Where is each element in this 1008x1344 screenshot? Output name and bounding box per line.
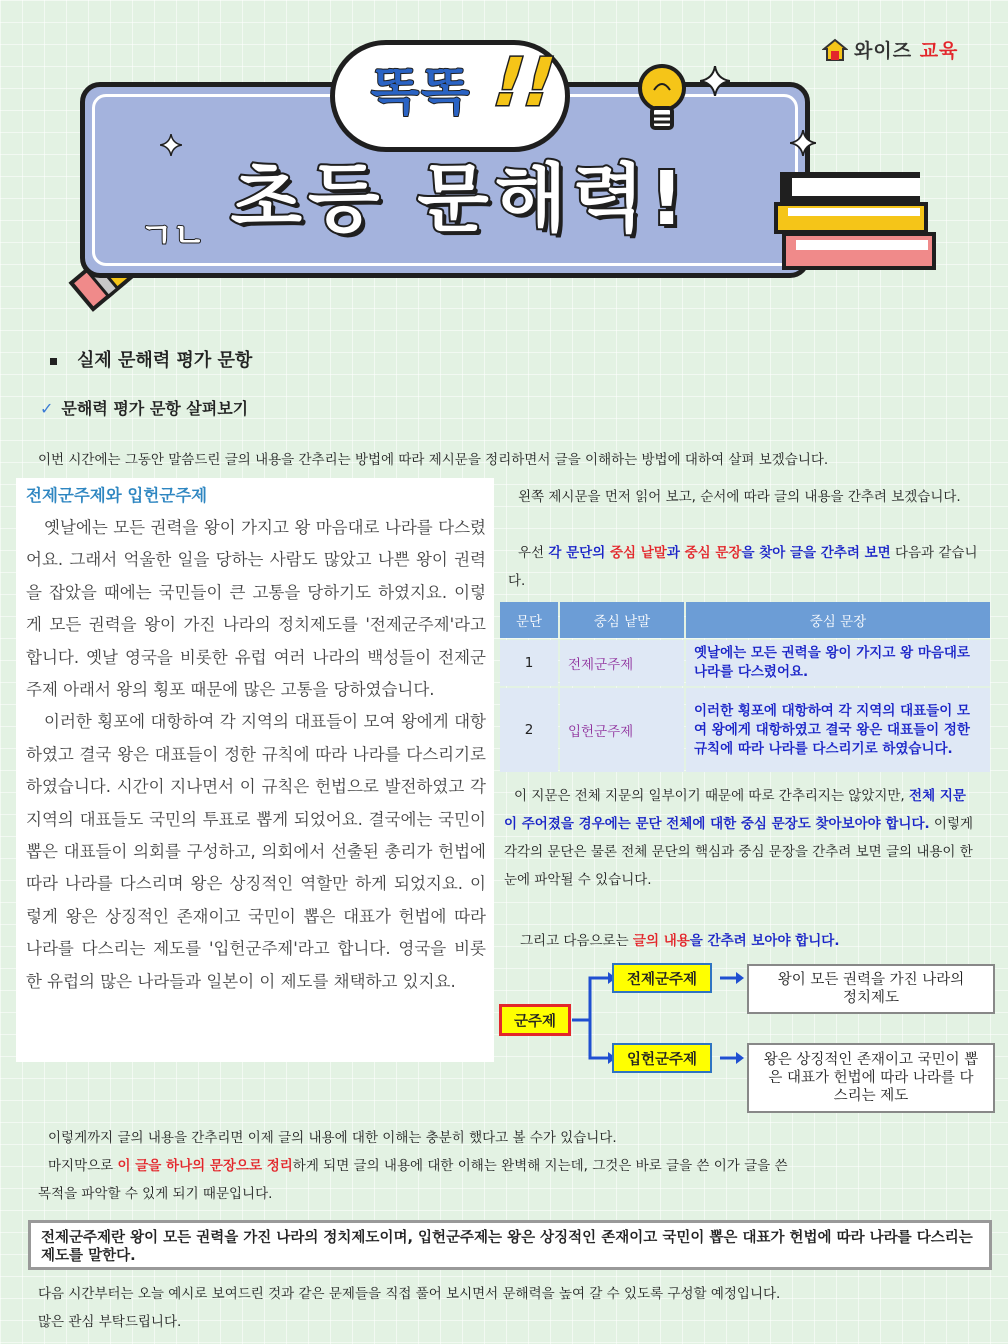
summary-table — [498, 600, 992, 774]
conclusion-p1: 이렇게까지 글의 내용을 간추리면 이제 글의 내용에 대한 이해는 충분히 했다고 볼 수가 있습니다. — [48, 1130, 617, 1146]
sparkle-icon — [790, 130, 816, 156]
key-word: 입헌군주제 — [560, 688, 684, 772]
section-heading: 실제 문해력 평가 문항 — [50, 346, 252, 372]
banner-hangul-doodle: ㄱㄴ — [140, 216, 206, 256]
closing-line-1: 다음 시간부터는 오늘 예시로 보여드린 것과 같은 문제들을 직접 풀어 보시면서 문해력을 높여 갈 수 있도록 구성할 예정입니다. — [38, 1286, 781, 1302]
subsection-heading: ✓ 문해력 평가 문항 살펴보기 — [40, 399, 249, 418]
paragraph-number: 1 — [500, 640, 558, 686]
diagram-branch-1-desc: 왕이 모든 권력을 가진 나라의 정치제도 — [747, 964, 995, 1014]
intro-text: 이번 시간에는 그동안 말씀드린 글의 내용을 간추리는 방법에 따라 제시문을 정리하면서 글을 이해하는 방법에 대하여 살펴 보겠습니다. — [38, 452, 829, 468]
key-sentence: 이러한 횡포에 대항하여 각 지역의 대표들이 모여 왕에게 대항하였고 결국 왕은 대표들이 정한 규칙에 따라 나라를 다스리기로 하였습니다. — [686, 688, 990, 772]
table-header: 중심 낱말 — [560, 602, 684, 638]
lightbulb-icon — [630, 60, 694, 142]
sparkle-icon — [700, 66, 730, 96]
explanation-p4: 그리고 다음으로는 글의 내용을 간추려 보아야 합니다. — [520, 933, 840, 949]
table-header: 문단 — [500, 602, 558, 638]
reading-passage — [16, 478, 494, 1062]
books-icon — [770, 168, 940, 278]
passage-paragraph: 이러한 횡포에 대항하여 각 지역의 대표들이 모여 왕에게 대항하였고 결국 왕은 대표들이 정한 규칙에 따라 나라를 다스리기로 하였습니다. 시간이 지나면서 이 규칙은 헌법으로 발전하였고 각 지역의 대표들도 국민의 투표로 뽑게 되었어요. 결국에는 국민이 뽑은 대표들이 의회를 구성하고, 의회에서 선출된 총리가 헌법에 따라 나라를 다스리며 왕은 상징적인 역할만 하게 되었지요. 이렇게 왕은 상징적인 존재이고 국민이 뽑은 대표가 헌법에 따라 나라를 다스리는 제도를 '입헌군주제'라고 합니다. 영국을 비롯한 유럽의 많은 나라들과 일본이 이 제도를 채택하고 있지요. — [26, 712, 486, 991]
diagram-branch-2: 입헌군주제 — [612, 1043, 712, 1073]
table-header: 중심 문장 — [686, 602, 990, 638]
conclusion-p2-cont: 목적을 파악할 수 있게 되기 때문입니다. — [38, 1186, 273, 1202]
passage-paragraph: 옛날에는 모든 권력을 왕이 가지고 왕 마음대로 나라를 다스렸어요. 그래서 억울한 일을 당하는 사람도 많았고 나쁜 왕이 권력을 잡았을 때에는 국민들이 큰 고통을 당하기도 하였지요. 이렇게 모든 권력을 왕이 가진 나라의 정치제도를 '전제군주제'라고 합니다. 옛날 영국을 비롯한 유럽 여러 나라의 백성들이 전제군주제 아래서 왕의 횡포 때문에 많은 고통을 당하였습니다. — [26, 518, 486, 700]
banner-exclamation: !! — [482, 44, 566, 121]
diagram-root: 군주제 — [499, 1004, 571, 1036]
explanation-p2: 우선 각 문단의 중심 낱말과 중심 문장을 찾아 글을 간추려 보면 다음과 같습니다. — [508, 545, 978, 589]
key-word: 전제군주제 — [560, 640, 684, 686]
sparkle-icon — [160, 134, 182, 156]
closing-line-2: 많은 관심 부탁드립니다. — [38, 1314, 182, 1330]
explanation-p3: 이 지문은 전체 지문의 일부이기 때문에 따로 간추리지는 않았지만, 전체 지문이 주어졌을 경우에는 문단 전체에 대한 중심 문장도 찾아보아야 합니다. 이렇게 각각의 문단은 물론 전체 문단의 핵심과 중심 문장을 간추려 보면 글의 내용이 한 눈에 파악될 수 있습니다. — [504, 788, 974, 888]
square-bullet-icon — [50, 358, 57, 365]
conclusion-p2: 마지막으로 이 글을 하나의 문장으로 정리하게 되면 글의 내용에 대한 이해는 완벽해 지는데, 그것은 바로 글을 쓴 이가 글을 쓴 — [48, 1158, 788, 1174]
explanation-p1: 왼쪽 제시문을 먼저 읽어 보고, 순서에 따라 글의 내용을 간추려 보겠습니다. — [518, 489, 961, 505]
table-row — [500, 640, 990, 686]
banner-main-title: 초등 문해력! — [230, 156, 690, 242]
key-sentence: 옛날에는 모든 권력을 왕이 가지고 왕 마음대로 나라를 다스렸어요. — [686, 640, 990, 686]
passage-title: 전제군주제와 입헌군주제 — [26, 486, 208, 505]
one-sentence-summary: 전제군주제란 왕이 모든 권력을 가진 나라의 정치제도이며, 입헌군주제는 왕은 상징적인 존재이고 국민이 뽑은 대표가 헌법에 따라 나라를 다스리는 제도를 말한다. — [28, 1220, 992, 1270]
banner-cloud-text: 똑똑 — [370, 63, 472, 121]
table-row — [500, 688, 990, 772]
check-icon: ✓ — [40, 399, 54, 418]
logo-text: 와이즈 교육 — [854, 40, 959, 62]
paragraph-number: 2 — [500, 688, 558, 772]
diagram-branch-2-desc: 왕은 상징적인 존재이고 국민이 뽑은 대표가 헌법에 따라 나라를 다스리는 제도 — [747, 1043, 995, 1113]
diagram-branch-1: 전제군주제 — [612, 963, 712, 993]
